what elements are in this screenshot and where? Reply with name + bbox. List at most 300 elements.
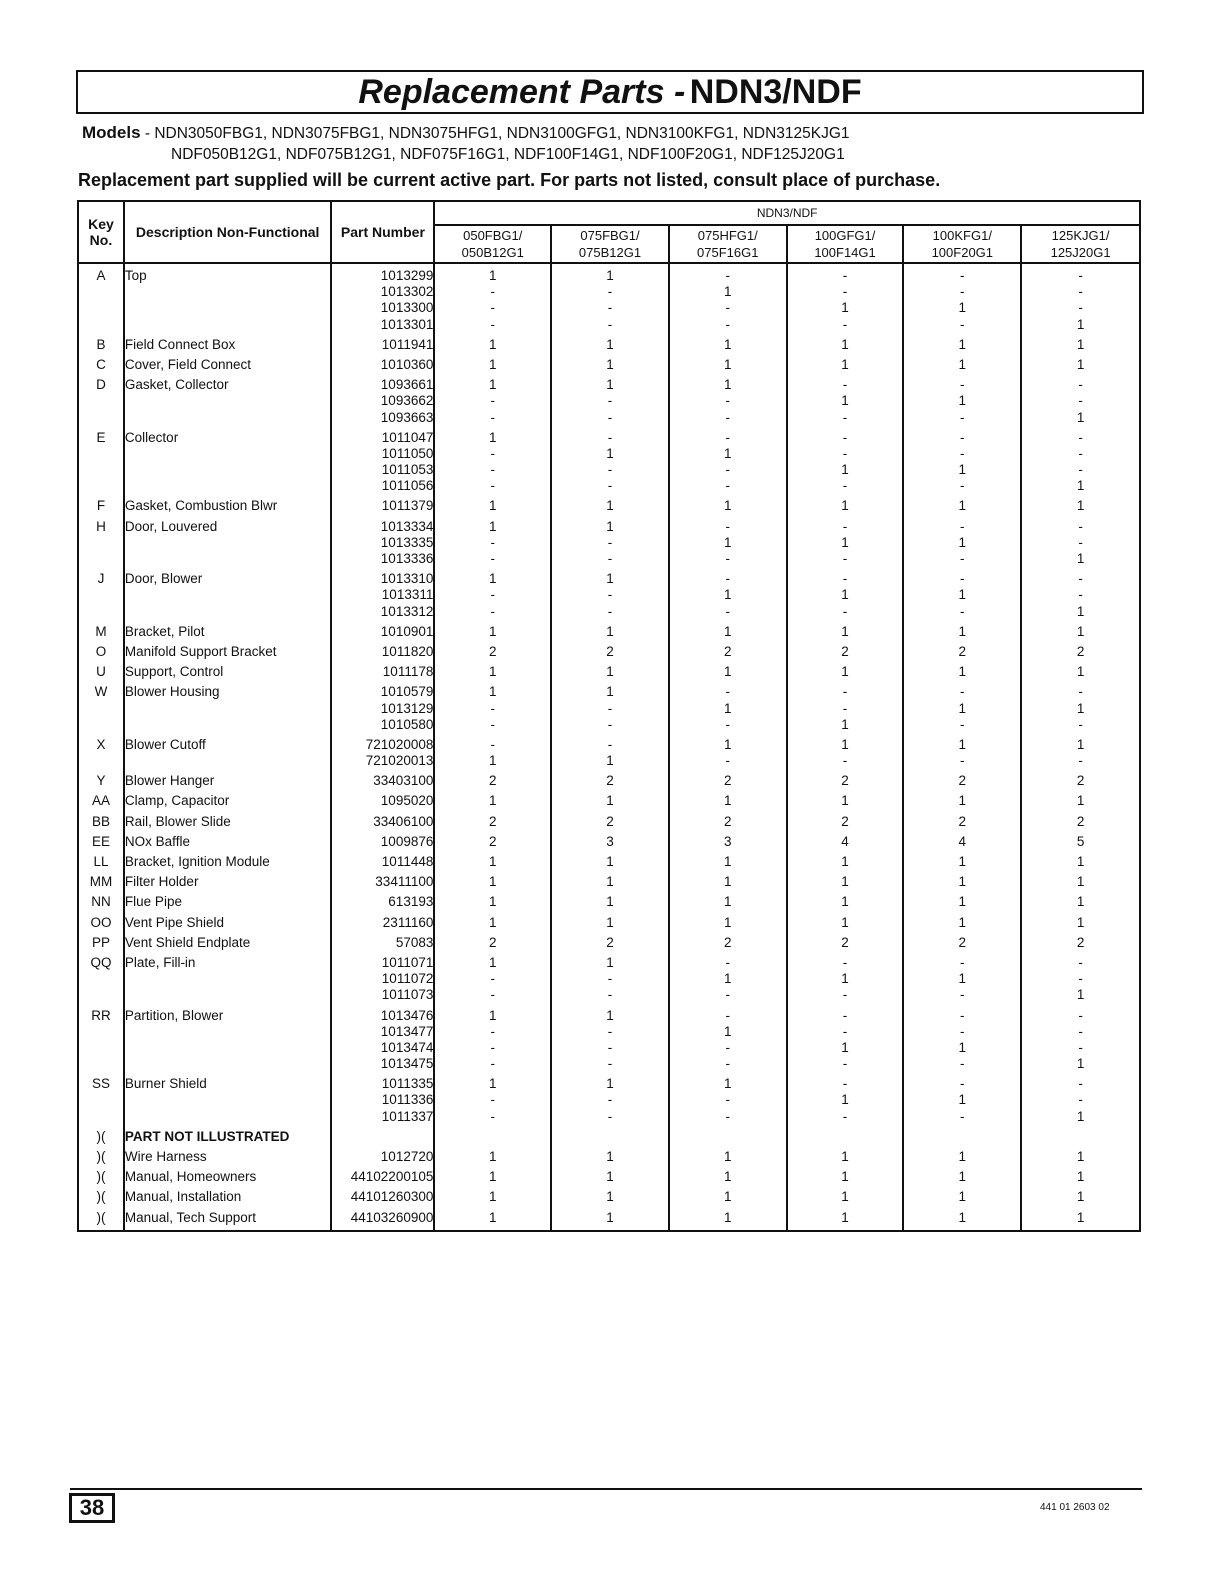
quantity: 2 [606,643,614,659]
quantity: - [490,534,495,550]
quantity-cell [434,1125,551,1145]
quantity: 1 [841,1169,849,1185]
quantity: - [842,445,848,461]
quantity: - [960,1007,965,1023]
quantity: 1 [958,300,967,316]
quantity: - [490,987,495,1003]
description-cell: Manual, Homeowners [124,1165,332,1185]
quantity [670,1129,786,1145]
table-row [78,1185,1140,1205]
quantity: 2 [841,643,849,659]
quantity: 2 [488,934,497,950]
table-row [78,660,1140,680]
part-number: 1011178 [382,664,434,680]
quantity-cell [787,680,904,733]
quantity: 1 [724,498,732,514]
table-row [78,620,1140,640]
quantity-cell [787,1125,904,1145]
description-cell: Bracket, Pilot [124,620,332,640]
quantity-cell [903,1185,1021,1205]
part-number: 1012720 [380,1149,434,1164]
quantity: - [842,571,848,587]
part-number-cell [331,769,434,789]
part-number-cell [331,515,434,568]
part-number [332,1129,433,1145]
description-cell: Clamp, Capacitor [124,789,332,809]
quantity: - [1078,1039,1083,1055]
quantity: - [842,684,848,700]
quantity: 1 [488,498,497,514]
quantity: 1 [1076,793,1085,809]
quantity: 1 [606,874,614,890]
description-cell: Support, Control [124,660,332,680]
quantity-cell [787,1004,904,1073]
quantity-cell [1021,951,1140,1004]
quantity-cell [551,830,669,850]
quantity: 1 [841,1039,849,1055]
quantity-cell [669,660,787,680]
description-cell: Blower Cutoff [124,733,332,769]
quantity-cell [903,890,1021,910]
quantity: - [842,284,848,300]
quantity: - [1078,1023,1083,1039]
parts-table [77,200,1141,1232]
quantity: 2 [958,934,967,950]
quantity-cell [434,1004,551,1073]
quantity-cell [551,1185,669,1205]
quantity-cell [787,911,904,931]
quantity: 1 [724,1149,732,1164]
quantity: - [490,478,495,494]
quantity: 1 [606,684,614,700]
quantity-cell [903,1206,1021,1231]
table-row [78,911,1140,931]
quantity: 1 [606,1209,614,1225]
quantity-cell [434,830,551,850]
quantity: 1 [841,971,849,987]
quantity: 1 [724,736,732,752]
key-cell: X [78,733,124,769]
quantity-cell [669,789,787,809]
quantity: - [1078,1076,1083,1092]
part-number: 1011073 [381,987,434,1003]
description-cell: Vent Pipe Shield [124,911,332,931]
quantity-cell [1021,1206,1140,1231]
quantity-cell [434,870,551,890]
quantity-cell [1021,789,1140,809]
quantity: - [490,971,495,987]
quantity: 3 [724,833,732,849]
quantity-cell [434,1165,551,1185]
quantity: 1 [724,336,732,352]
parts-table-body [78,263,1140,1231]
quantity: 1 [488,1209,497,1225]
description-cell: Blower Housing [124,680,332,733]
quantity: - [725,954,731,970]
quantity: 2 [724,813,732,829]
quantity: 1 [841,1209,849,1225]
quantity: 1 [724,1189,732,1205]
description-cell: PART NOT ILLUSTRATED [124,1125,332,1145]
quantity: 1 [606,664,614,680]
footer-rule [70,1488,1142,1490]
quantity-cell [434,733,551,769]
key-cell: )( [78,1185,124,1205]
quantity: - [607,534,613,550]
part-number-cell [331,931,434,951]
table-row [78,850,1140,870]
table-row [78,870,1140,890]
quantity: 2 [488,813,497,829]
document-code: 441 01 2603 02 [1040,1502,1110,1513]
key-cell: MM [78,870,124,890]
quantity: - [1078,462,1083,478]
key-cell: Y [78,769,124,789]
part-number: 1013312 [380,603,434,619]
quantity-cell [787,850,904,870]
quantity-cell [903,1145,1021,1165]
column-header: 075HFG1/ 075F16G1 [669,225,787,263]
part-number: 1011335 [381,1076,434,1092]
quantity: - [490,736,495,752]
quantity: - [960,1056,965,1072]
quantity: - [960,603,965,619]
part-number-cell [331,1004,434,1073]
part-number-cell [331,951,434,1004]
quantity-cell [551,733,669,769]
quantity [435,1129,550,1145]
quantity: - [960,284,965,300]
quantity: 1 [606,518,614,534]
quantity: 2 [958,643,967,659]
key-cell: RR [78,1004,124,1073]
quantity: - [607,716,613,732]
quantity: - [1078,716,1083,732]
part-number: 1011050 [381,445,434,461]
quantity: 1 [1076,874,1085,890]
quantity: - [607,1092,613,1108]
quantity: 2 [1076,934,1085,950]
quantity: - [960,1023,965,1039]
quantity: 1 [488,954,497,970]
quantity: - [725,1056,731,1072]
quantity-cell [787,789,904,809]
quantity: - [960,478,965,494]
quantity-cell [787,931,904,951]
part-number: 57083 [395,934,434,950]
quantity: 1 [724,377,732,393]
quantity: 1 [488,664,497,680]
description-cell: Cover, Field Connect [124,353,332,373]
part-number: 1011941 [381,336,434,352]
quantity-cell [551,951,669,1004]
part-number-cell [331,353,434,373]
page-title [76,70,1144,114]
quantity: - [490,284,495,300]
quantity-cell [787,373,904,426]
quantity-cell [1021,1125,1140,1145]
description-cell: Burner Shield [124,1072,332,1125]
quantity: 1 [841,854,849,869]
quantity-cell [551,810,669,830]
quantity-cell [669,1185,787,1205]
key-cell: A [78,263,124,333]
quantity: - [725,316,731,332]
quantity: 1 [841,393,849,409]
quantity: - [842,518,848,534]
quantity-cell [1021,1145,1140,1165]
part-number: 1093663 [380,409,434,425]
quantity: 1 [606,336,614,352]
part-number-cell [331,494,434,514]
quantity: 1 [488,753,497,769]
quantity-cell [434,890,551,910]
part-number-cell [331,1145,434,1165]
quantity-cell [434,1185,551,1205]
quantity: 1 [958,587,967,603]
quantity-cell [434,911,551,931]
quantity: - [490,1108,495,1124]
quantity-cell [551,1125,669,1145]
table-row [78,890,1140,910]
quantity: 1 [1076,664,1085,680]
quantity: 1 [724,534,732,550]
table-row [78,810,1140,830]
part-number: 2311160 [382,914,434,930]
quantity: - [1078,1007,1083,1023]
quantity: - [1078,393,1083,409]
part-number-cell [331,333,434,353]
quantity-cell [551,1206,669,1231]
quantity-cell [434,620,551,640]
quantity: 1 [488,377,497,393]
quantity: 1 [1076,623,1085,639]
quantity-cell [669,567,787,620]
quantity: 1 [1076,1108,1085,1124]
quantity: - [490,393,495,409]
quantity-cell [551,373,669,426]
quantity-cell [551,1072,669,1125]
quantity-cell [1021,810,1140,830]
quantity-cell [434,494,551,514]
quantity: 2 [606,813,614,829]
quantity-cell [669,515,787,568]
quantity: - [960,316,965,332]
quantity: 1 [958,1169,967,1185]
quantity: - [607,971,613,987]
quantity: - [725,429,731,445]
quantity-cell [669,353,787,373]
quantity: - [842,954,848,970]
quantity-cell [434,353,551,373]
part-number-cell [331,567,434,620]
quantity: - [842,1007,848,1023]
table-row [78,789,1140,809]
description-cell: Partition, Blower [124,1004,332,1073]
quantity: 1 [841,664,849,680]
quantity-cell [787,333,904,353]
part-number: 1011071 [381,954,434,970]
quantity: - [607,284,613,300]
quantity: 1 [1076,894,1085,910]
quantity: - [490,700,495,716]
quantity: 2 [958,773,967,789]
quantity: 1 [606,1149,614,1164]
part-number-cell [331,733,434,769]
quantity-cell [669,263,787,333]
quantity: 1 [606,1189,614,1205]
table-row [78,640,1140,660]
quantity-cell [1021,1185,1140,1205]
quantity-cell [669,1165,787,1185]
quantity: 1 [724,356,732,372]
quantity: - [725,684,731,700]
quantity: 1 [488,793,497,809]
quantity-cell [903,515,1021,568]
part-number: 1011337 [381,1108,434,1124]
quantity-cell [787,1185,904,1205]
quantity: 1 [958,874,967,890]
quantity: 1 [724,874,732,890]
quantity-cell [551,353,669,373]
quantity: 1 [724,914,732,930]
quantity-cell [669,1072,787,1125]
quantity: 1 [1076,336,1085,352]
quantity: - [725,478,731,494]
quantity-cell [551,769,669,789]
quantity: - [607,393,613,409]
quantity-cell [903,850,1021,870]
quantity: 1 [606,854,614,869]
quantity-cell [551,850,669,870]
page-number: 38 [69,1493,115,1523]
quantity-cell [1021,263,1140,333]
quantity-cell [434,810,551,830]
quantity: 1 [1076,478,1085,494]
quantity-cell [1021,890,1140,910]
quantity: - [725,716,731,732]
quantity: - [1078,571,1083,587]
quantity: 1 [724,1076,732,1092]
table-row [78,1125,1140,1145]
quantity: 1 [488,571,497,587]
part-number: 1013476 [380,1007,434,1023]
part-number-cell [331,890,434,910]
quantity: - [842,268,848,283]
table-row [78,373,1140,426]
quantity-cell [1021,620,1140,640]
quantity: 1 [724,284,732,300]
quantity-cell [903,567,1021,620]
table-row [78,1206,1140,1231]
quantity: 1 [958,462,967,478]
quantity: 1 [841,894,849,910]
part-number: 1013129 [380,700,434,716]
quantity: 2 [488,643,497,659]
key-cell: LL [78,850,124,870]
part-number-cell [331,660,434,680]
part-number-cell [331,640,434,660]
quantity: 1 [606,1076,614,1092]
quantity-cell [669,870,787,890]
quantity-cell [551,931,669,951]
quantity: 5 [1076,833,1085,849]
quantity: 1 [958,1149,967,1164]
quantity-cell [903,353,1021,373]
quantity: - [607,316,613,332]
quantity: 1 [1076,1169,1085,1185]
quantity-cell [903,660,1021,680]
quantity-cell [903,426,1021,495]
quantity-cell [903,373,1021,426]
quantity: - [490,1056,495,1072]
quantity: 1 [958,356,967,372]
description-cell: Filter Holder [124,870,332,890]
quantity: 1 [724,587,732,603]
quantity: - [842,478,848,494]
quantity: 2 [1076,813,1085,829]
quantity: 1 [1076,854,1085,869]
quantity: - [607,429,613,445]
quantity: - [725,518,731,534]
quantity [1022,1129,1139,1145]
quantity-cell [434,640,551,660]
quantity-cell [669,769,787,789]
quantity-cell [551,620,669,640]
quantity-cell [434,1072,551,1125]
quantity: - [1078,268,1083,283]
quantity: 1 [841,300,849,316]
quantity: 1 [958,700,967,716]
part-number: 721020013 [365,753,434,769]
quantity: - [607,300,613,316]
quantity: - [607,1108,613,1124]
description-cell: Blower Hanger [124,769,332,789]
part-number-cell [331,830,434,850]
quantity-cell [903,1165,1021,1185]
quantity: - [725,603,731,619]
quantity-cell [903,640,1021,660]
quantity-cell [551,515,669,568]
quantity: 1 [606,623,614,639]
part-number: 1011047 [381,429,434,445]
part-number: 33411100 [375,874,434,890]
part-number: 1013477 [380,1023,434,1039]
quantity: - [960,954,965,970]
quantity: 1 [1076,498,1085,514]
quantity: 2 [841,813,849,829]
quantity: 1 [488,684,497,700]
part-number: 1011056 [381,478,434,494]
part-number: 1013475 [380,1056,434,1072]
quantity-cell [669,1145,787,1165]
quantity: - [725,268,731,283]
quantity-cell [903,830,1021,850]
quantity: 1 [488,268,497,283]
quantity: - [607,987,613,1003]
key-cell: U [78,660,124,680]
models-line-2: NDF050B12G1, NDF075B12G1, NDF075F16G1, NDF100F14G1, NDF100F20G1, NDF125J20G1 [171,146,845,163]
part-number-cell [331,426,434,495]
part-number: 1093662 [380,393,434,409]
quantity: 1 [841,623,849,639]
quantity-cell [669,830,787,850]
quantity: - [960,445,965,461]
key-cell: BB [78,810,124,830]
quantity: 1 [1076,1056,1085,1072]
key-cell: )( [78,1145,124,1165]
quantity-cell [1021,1165,1140,1185]
